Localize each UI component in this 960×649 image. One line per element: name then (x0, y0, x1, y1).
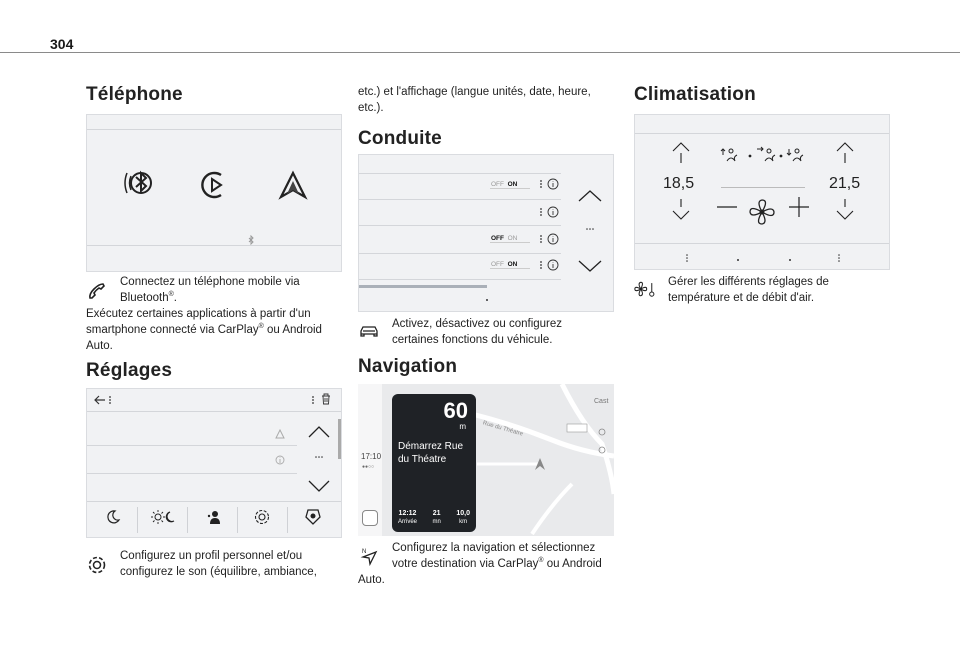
street-label: Rue du Théatre (481, 420, 524, 438)
page-number: 304 (50, 36, 74, 52)
conduite-row3-toggle[interactable]: OFF ON (491, 235, 518, 242)
nav-distance-unit: m (459, 422, 466, 431)
temp-left-down-icon[interactable] (671, 199, 691, 221)
reglages-desc-line1: Configurez un profil personnel et/ou (120, 550, 303, 562)
climatisation-heading: Climatisation (634, 84, 756, 105)
map-label: Cast (594, 398, 609, 405)
profile-icon[interactable] (205, 509, 221, 525)
bluetooth-icon[interactable] (123, 167, 159, 207)
telephone-heading: Téléphone (86, 84, 183, 105)
nav-home-button[interactable] (362, 510, 378, 526)
reglages-desc-line2: configurez le son (équilibre, ambiance, (120, 566, 317, 578)
chevron-up-icon[interactable] (577, 189, 603, 203)
row1-info-icon[interactable] (539, 178, 561, 190)
navigation-desc-line2: votre destination via CarPlay® ou Android (392, 557, 602, 570)
phone-icon (86, 280, 108, 302)
temp-left-value: 18,5 (663, 175, 695, 192)
climatisation-screen (634, 114, 890, 270)
nav-trip-stats (398, 510, 470, 526)
nav-stat-arrival: 12:12 Arrivée (398, 510, 418, 525)
warning-icon (275, 429, 285, 439)
conduite-intro-line2: etc.). (358, 102, 384, 114)
row2-info-icon[interactable] (539, 206, 561, 218)
chevron-up-icon[interactable] (307, 425, 331, 439)
temp-right-value: 21,5 (829, 175, 861, 192)
telephone-desc-line2: Bluetooth®. (120, 291, 177, 304)
row3-info-icon[interactable] (539, 233, 561, 245)
menu-dots-icon[interactable] (311, 394, 315, 406)
pager-dot (737, 259, 739, 261)
reglages-desc-continued (358, 84, 614, 116)
ellipsis-icon (313, 455, 325, 459)
night-mode-icon[interactable] (105, 509, 121, 525)
bluetooth-status-icon (247, 235, 255, 245)
day-night-icon[interactable] (151, 509, 175, 525)
info-icon (275, 455, 285, 465)
telephone-description (86, 274, 342, 354)
nav-instruction: Démarrez Rue du Théatre (398, 441, 464, 465)
climatisation-description (634, 274, 890, 306)
temp-right-up-icon[interactable] (835, 141, 855, 163)
climate-icon (634, 278, 656, 300)
telephone-desc-line4: smartphone connecté via CarPlay® ou Android (86, 323, 322, 336)
temp-left-up-icon[interactable] (671, 141, 691, 163)
conduite-desc-line2: certaines fonctions du véhicule. (392, 334, 553, 346)
conduite-intro-line1: etc.) et l'affichage (langue unités, date, heure, (358, 86, 591, 98)
carplay-icon[interactable] (199, 169, 231, 203)
conduite-screen (358, 154, 614, 312)
telephone-screen (86, 114, 342, 272)
conduite-desc-line1: Activez, désactivez ou configurez (392, 318, 563, 330)
row4-info-icon[interactable] (539, 259, 561, 271)
ellipsis-icon (584, 227, 596, 231)
header-rule (0, 52, 960, 53)
pager-dot (789, 259, 791, 261)
settings-gear-icon[interactable] (253, 508, 271, 526)
reglages-heading: Réglages (86, 360, 173, 381)
chevron-down-icon[interactable] (577, 259, 603, 273)
telephone-desc-line1: Connectez un téléphone mobile via (120, 276, 300, 288)
navigation-arrow-icon (358, 546, 380, 568)
gear-icon (86, 554, 108, 576)
fan-increase-icon[interactable] (789, 197, 809, 217)
navigation-description (358, 540, 614, 588)
climatisation-desc-line2: température et de débit d'air. (668, 292, 815, 304)
conduite-row1-toggle[interactable]: OFF ON (491, 181, 518, 188)
car-icon (358, 320, 380, 342)
android-auto-icon[interactable] (277, 169, 309, 203)
climatisation-desc-line1: Gérer les différents réglages de (668, 276, 829, 288)
navigation-desc-line1: Configurez la navigation et sélectionnez (392, 542, 596, 554)
conduite-row4-toggle[interactable]: OFF ON (491, 261, 518, 268)
chevron-down-icon[interactable] (307, 479, 331, 493)
nav-clock: 17:10 (361, 452, 382, 461)
temp-right-down-icon[interactable] (835, 199, 855, 221)
telephone-desc-line5: Auto. (86, 340, 113, 352)
reglages-description (86, 548, 342, 580)
back-arrow-icon[interactable] (93, 394, 115, 406)
fan-icon[interactable] (747, 197, 777, 227)
navigation-screen: 17:10 ●●○○ Cast Rue du Théatre 60 m Démarrez Rue du Théatre 12:12 Arrivée 21 mn 10,0 km (358, 384, 614, 536)
reglages-screen (86, 388, 342, 538)
fan-decrease-icon[interactable] (717, 205, 737, 209)
telephone-desc-line3: Exécutez certaines applications à partir d'un (86, 308, 311, 320)
svg-text:N: N (362, 549, 367, 555)
trash-icon[interactable] (321, 393, 331, 405)
nav-guidance-card (392, 394, 476, 532)
conduite-heading: Conduite (358, 128, 442, 149)
navigation-desc-line3: Auto. (358, 574, 385, 586)
conduite-description (358, 316, 614, 348)
menu-dots-icon[interactable] (837, 253, 841, 263)
airflow-modes-icon[interactable] (719, 145, 809, 167)
nav-distance: 60 (443, 398, 468, 423)
nav-stat-distance: 10,0 km (456, 510, 470, 525)
nav-stat-duration: 21 mn (432, 510, 441, 525)
navigation-heading: Navigation (358, 356, 458, 377)
pager-dot (486, 299, 488, 301)
sound-settings-icon[interactable] (303, 508, 323, 526)
menu-dots-icon[interactable] (685, 253, 689, 263)
